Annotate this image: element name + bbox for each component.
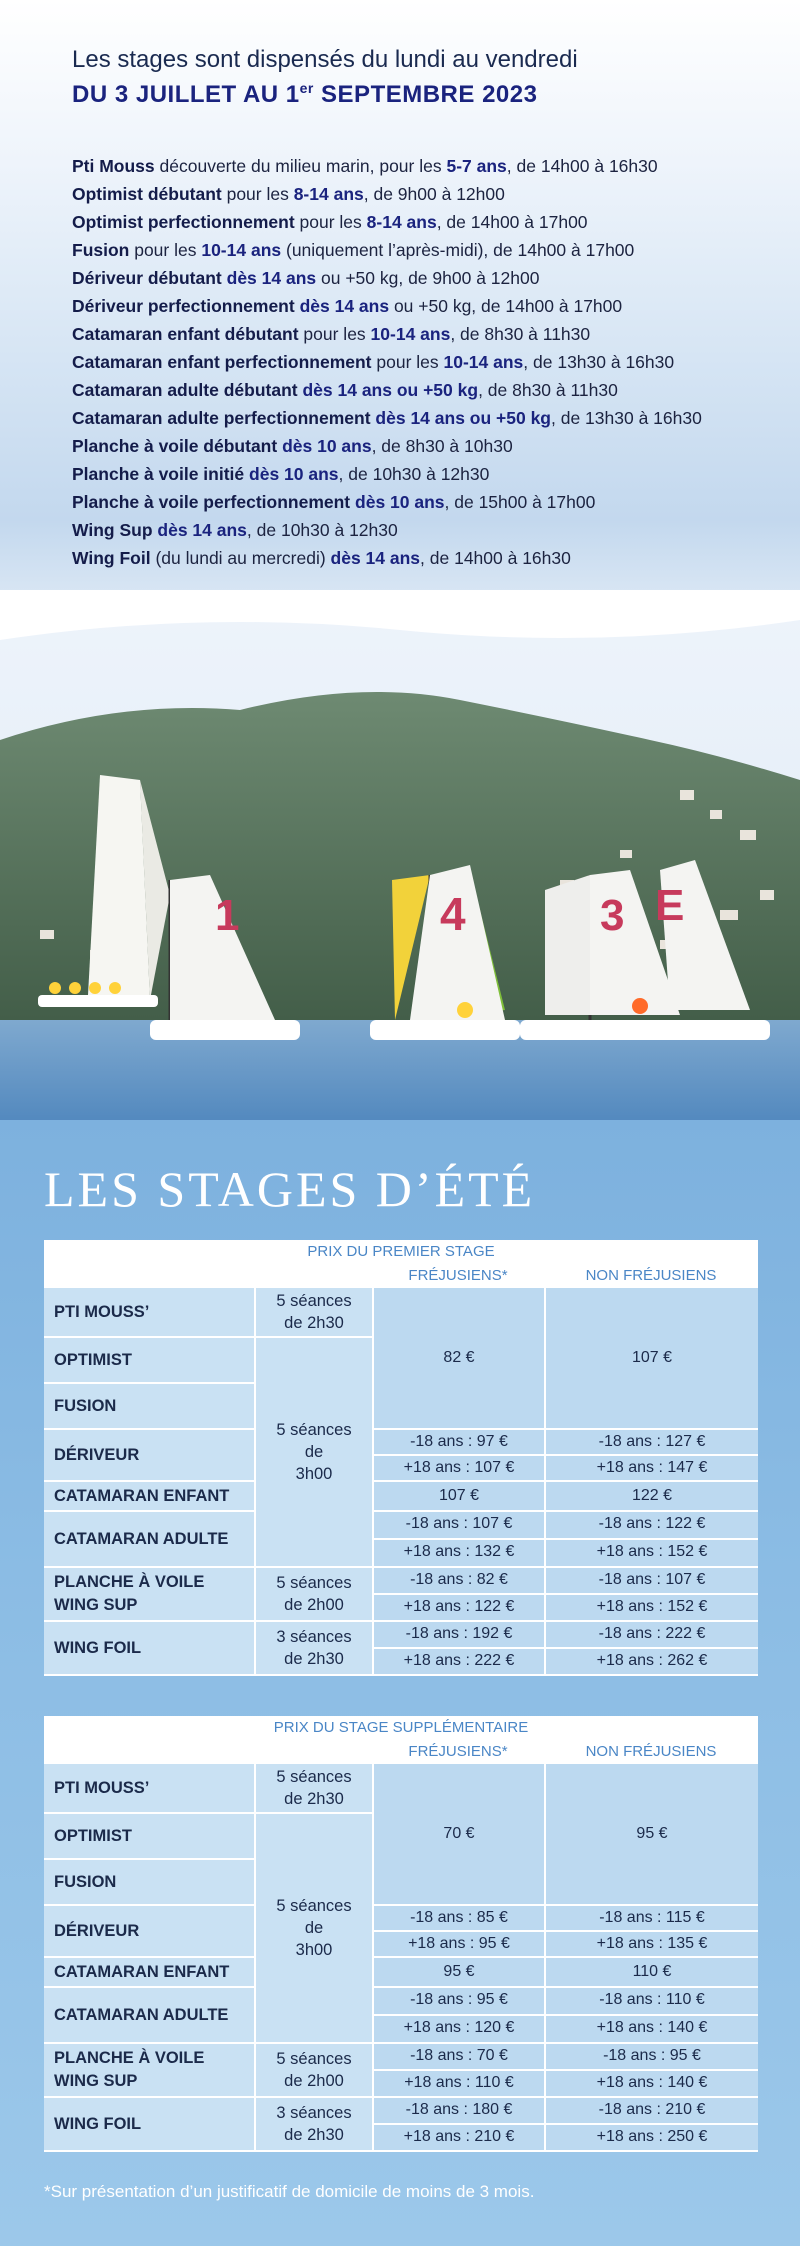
- price-under-18: -18 ans : 95 €: [603, 2047, 701, 2064]
- price-under-18: -18 ans : 210 €: [598, 2101, 706, 2118]
- stage-name: Dériveur perfectionnement: [72, 296, 295, 316]
- price-group1-frejusiens: [372, 1288, 544, 1430]
- price-group1-non-frejusiens: [544, 1764, 758, 1906]
- category-label: CATAMARAN ADULTE: [54, 2005, 229, 2024]
- stage-schedule: , de 14h00 à 16h30: [506, 156, 658, 176]
- category-pti_mouss: [44, 1764, 254, 1814]
- price-planche-wing-sup-non-frejusiens: [544, 2044, 758, 2098]
- sail-number-1: 1: [215, 891, 240, 940]
- price-under-18: -18 ans : 115 €: [599, 1909, 705, 1926]
- stage-name: Optimist perfectionnement: [72, 212, 295, 232]
- price-cata-enfant-frejusiens: [372, 1958, 544, 1988]
- col-non-frejusiens: NON FRÉJUSIENS: [544, 1264, 758, 1288]
- stage-text: pour les: [129, 240, 202, 260]
- stage-name: Pti Mouss: [72, 156, 155, 176]
- category-wing-foil: [44, 1622, 254, 1676]
- price-cata-enfant-non-frejusiens: [544, 1958, 758, 1988]
- stage-schedule: ou +50 kg, de 14h00 à 17h00: [389, 296, 623, 316]
- price-over-18: +18 ans : 107 €: [374, 1454, 544, 1480]
- category-label: PTI MOUSS’: [54, 1778, 150, 1797]
- stage-age: dès 14 ans: [299, 296, 390, 316]
- section-title: LES STAGES D’ÉTÉ: [44, 1161, 536, 1217]
- stage-item: [72, 404, 702, 432]
- category-cata_adulte: [44, 1512, 254, 1568]
- category-pti_mouss: [44, 1288, 254, 1338]
- category-label: WING FOIL: [54, 1638, 142, 1657]
- stage-schedule: , de 10h30 à 12h30: [338, 464, 490, 484]
- stage-schedule: , de 9h00 à 12h00: [363, 184, 505, 204]
- category-cata_enfant: [44, 1958, 254, 1988]
- stage-schedule: (uniquement l’après-midi), de 14h00 à 17h00: [281, 240, 635, 260]
- category-label: CATAMARAN ENFANT: [54, 1486, 230, 1505]
- session-line: 5 séances: [276, 1574, 352, 1592]
- price-under-18: -18 ans : 127 €: [598, 1433, 706, 1450]
- footnote: *Sur présentation d’un justificatif de domicile de moins de 3 mois.: [44, 2182, 535, 2201]
- price-over-18: +18 ans : 120 €: [374, 2014, 544, 2042]
- category-label: OPTIMIST: [54, 1826, 132, 1845]
- stage-schedule: , de 10h30 à 12h30: [246, 520, 398, 540]
- stage-age: dès 14 ans: [330, 548, 421, 568]
- category-label: PLANCHE À VOILE: [54, 1572, 205, 1591]
- sessions-3x2h30: [254, 2098, 372, 2152]
- stage-item: [72, 264, 702, 292]
- price-over-18: +18 ans : 250 €: [546, 2123, 758, 2150]
- price-value: 122 €: [631, 1487, 673, 1504]
- session-line: de 2h30: [284, 1790, 344, 1808]
- price-under-18: -18 ans : 192 €: [405, 1625, 513, 1642]
- session-line: de 2h30: [284, 1650, 344, 1668]
- price-under-18: -18 ans : 122 €: [598, 1515, 706, 1532]
- price-planche-wing-sup-frejusiens: [372, 2044, 544, 2098]
- stage-age: 10-14 ans: [370, 324, 451, 344]
- stage-item: [72, 180, 702, 208]
- price-over-18: +18 ans : 210 €: [374, 2123, 544, 2150]
- price-under-18: -18 ans : 107 €: [598, 1571, 706, 1588]
- session-line: 5 séances: [276, 2050, 352, 2068]
- category-planche-wing-sup: [44, 1568, 254, 1622]
- price-under-18: -18 ans : 180 €: [405, 2101, 513, 2118]
- price-deriveur-frejusiens: [372, 1430, 544, 1482]
- price-cata-enfant-non-frejusiens: [544, 1482, 758, 1512]
- stage-age: dès 14 ans: [157, 520, 247, 540]
- price-cata-adulte-non-frejusiens: [544, 1988, 758, 2044]
- category-label: WING SUP: [54, 1596, 138, 1615]
- stage-age: dès 10 ans: [249, 464, 339, 484]
- stage-text: pour les: [371, 352, 444, 372]
- stage-item: [72, 516, 702, 544]
- price-deriveur-non-frejusiens: [544, 1430, 758, 1482]
- col-frejusiens: FRÉJUSIENS*: [372, 1264, 544, 1288]
- price-over-18: +18 ans : 152 €: [546, 1538, 758, 1566]
- stage-age: dès 14 ans ou +50 kg: [302, 380, 479, 400]
- category-label: DÉRIVEUR: [54, 1445, 140, 1464]
- sail-number-4: E: [655, 881, 685, 930]
- stage-name: Planche à voile initié: [72, 464, 245, 484]
- stage-name: Catamaran adulte débutant: [72, 380, 298, 400]
- price-cata-adulte-frejusiens: [372, 1512, 544, 1568]
- category-deriveur: [44, 1430, 254, 1482]
- stage-schedule: , de 8h30 à 11h30: [478, 380, 618, 400]
- session-line: de: [304, 1919, 324, 1937]
- session-line: 5 séances: [276, 1292, 352, 1310]
- dates-sup: er: [299, 80, 314, 96]
- price-under-18: -18 ans : 82 €: [410, 1571, 508, 1588]
- session-line: 3h00: [295, 1465, 333, 1483]
- category-label: FUSION: [54, 1396, 117, 1415]
- stage-list: [72, 152, 702, 572]
- stage-item: [72, 292, 702, 320]
- price-deriveur-non-frejusiens: [544, 1906, 758, 1958]
- category-fusion: [44, 1384, 254, 1430]
- price-under-18: -18 ans : 107 €: [405, 1515, 513, 1532]
- stage-name: Catamaran adulte perfectionnement: [72, 408, 371, 428]
- session-line: de 2h00: [284, 2072, 344, 2090]
- sail-number-2: 4: [440, 888, 466, 940]
- category-label: WING FOIL: [54, 2114, 142, 2133]
- sessions-5x2h30: [254, 1288, 372, 1338]
- sail-number-3: 3: [600, 891, 625, 940]
- category-label: PTI MOUSS’: [54, 1302, 150, 1321]
- price-over-18: +18 ans : 262 €: [546, 1647, 758, 1674]
- stage-name: Fusion: [72, 240, 130, 260]
- price-group1-frejusiens: [372, 1764, 544, 1906]
- category-label: FUSION: [54, 1872, 117, 1891]
- stage-age: 8-14 ans: [366, 212, 437, 232]
- category-label: OPTIMIST: [54, 1350, 132, 1369]
- category-label: DÉRIVEUR: [54, 1921, 140, 1940]
- intro-section: [0, 0, 800, 650]
- price-cata-enfant-frejusiens: [372, 1482, 544, 1512]
- session-line: de 2h30: [284, 1314, 344, 1332]
- session-line: 5 séances: [276, 1421, 352, 1439]
- sessions-5x2h00: [254, 1568, 372, 1622]
- dates-end: SEPTEMBRE 2023: [313, 81, 538, 108]
- stage-item: [72, 236, 702, 264]
- header-spacer: [44, 1264, 372, 1288]
- category-wing-foil: [44, 2098, 254, 2152]
- session-line: 3 séances: [276, 1628, 352, 1646]
- category-cata_adulte: [44, 1988, 254, 2044]
- stage-schedule: , de 13h30 à 16h30: [523, 352, 675, 372]
- category-cata_enfant: [44, 1482, 254, 1512]
- stage-age: dès 14 ans ou +50 kg: [375, 408, 551, 428]
- category-deriveur: [44, 1906, 254, 1958]
- price-under-18: -18 ans : 85 €: [410, 1909, 508, 1926]
- category-optimist: [44, 1814, 254, 1860]
- stage-name: Wing Sup: [72, 520, 153, 540]
- price-over-18: +18 ans : 147 €: [546, 1454, 758, 1480]
- category-label: WING SUP: [54, 2072, 138, 2091]
- session-line: 3 séances: [276, 2104, 352, 2122]
- stage-schedule: , de 14h00 à 17h00: [436, 212, 588, 232]
- stage-item: [72, 208, 702, 236]
- stage-text: (du lundi au mercredi): [150, 548, 331, 568]
- price-value: 107 €: [438, 1487, 480, 1504]
- price-cata-adulte-frejusiens: [372, 1988, 544, 2044]
- stage-text: pour les: [221, 184, 294, 204]
- price-under-18: -18 ans : 95 €: [410, 1991, 508, 2008]
- stage-name: Catamaran enfant débutant: [72, 324, 299, 344]
- price-under-18: -18 ans : 70 €: [410, 2047, 508, 2064]
- price-planche-wing-sup-frejusiens: [372, 1568, 544, 1622]
- category-fusion: [44, 1860, 254, 1906]
- stage-schedule: ou +50 kg, de 9h00 à 12h00: [316, 268, 540, 288]
- session-line: de: [304, 1443, 324, 1461]
- price-deriveur-frejusiens: [372, 1906, 544, 1958]
- sailing-photo: [0, 590, 800, 1130]
- col-non-frejusiens: NON FRÉJUSIENS: [544, 1740, 758, 1764]
- sessions-5x3h00: [254, 1814, 372, 2044]
- col-frejusiens: FRÉJUSIENS*: [372, 1740, 544, 1764]
- price-value: 70 €: [443, 1825, 475, 1842]
- price-value: 95 €: [636, 1825, 668, 1842]
- price-wing-foil-frejusiens: [372, 1622, 544, 1676]
- price-group1-non-frejusiens: [544, 1288, 758, 1430]
- price-over-18: +18 ans : 140 €: [546, 2014, 758, 2042]
- prices-section: [0, 1120, 800, 2246]
- price-over-18: +18 ans : 222 €: [374, 1647, 544, 1674]
- stage-text: pour les: [294, 212, 367, 232]
- session-line: de 2h00: [284, 1596, 344, 1614]
- price-wing-foil-frejusiens: [372, 2098, 544, 2152]
- price-over-18: +18 ans : 95 €: [374, 1930, 544, 1956]
- category-label: PLANCHE À VOILE: [54, 2048, 205, 2067]
- sessions-5x3h00: [254, 1338, 372, 1568]
- stage-age: dès 14 ans: [226, 268, 317, 288]
- price-over-18: +18 ans : 152 €: [546, 1593, 758, 1620]
- stage-name: Wing Foil: [72, 548, 151, 568]
- stage-age: 8-14 ans: [293, 184, 364, 204]
- price-over-18: +18 ans : 122 €: [374, 1593, 544, 1620]
- price-value: 95 €: [443, 1963, 475, 1980]
- session-line: 3h00: [295, 1941, 333, 1959]
- stage-schedule: , de 15h00 à 17h00: [444, 492, 596, 512]
- price-wing-foil-non-frejusiens: [544, 2098, 758, 2152]
- category-planche-wing-sup: [44, 2044, 254, 2098]
- price-over-18: +18 ans : 140 €: [546, 2069, 758, 2096]
- session-line: de 2h30: [284, 2126, 344, 2144]
- stage-text: pour les: [298, 324, 371, 344]
- price-under-18: -18 ans : 222 €: [598, 1625, 706, 1642]
- table-header: PRIX DU STAGE SUPPLÉMENTAIRE: [44, 1716, 758, 1740]
- price-under-18: -18 ans : 97 €: [410, 1433, 508, 1450]
- stage-schedule: , de 14h00 à 16h30: [420, 548, 571, 568]
- sessions-3x2h30: [254, 1622, 372, 1676]
- price-value: 107 €: [631, 1349, 673, 1366]
- stage-item: [72, 544, 702, 572]
- header-spacer: [44, 1740, 372, 1764]
- stage-age: dès 10 ans: [355, 492, 445, 512]
- price-value: 110 €: [632, 1963, 672, 1980]
- price-over-18: +18 ans : 132 €: [374, 1538, 544, 1566]
- stage-item: [72, 348, 702, 376]
- intro-title: Les stages sont dispensés du lundi au vendredi: [72, 46, 578, 73]
- stage-age: 10-14 ans: [201, 240, 282, 260]
- stage-name: Planche à voile débutant: [72, 436, 278, 456]
- stage-item: [72, 432, 702, 460]
- sessions-5x2h30: [254, 1764, 372, 1814]
- stage-schedule: , de 8h30 à 11h30: [450, 324, 591, 344]
- stage-name: Planche à voile perfectionnement: [72, 492, 351, 512]
- session-line: 5 séances: [276, 1768, 352, 1786]
- session-line: 5 séances: [276, 1897, 352, 1915]
- stage-schedule: , de 13h30 à 16h30: [551, 408, 702, 428]
- stage-item: [72, 488, 702, 516]
- stage-schedule: , de 8h30 à 10h30: [371, 436, 513, 456]
- stage-age: dès 10 ans: [282, 436, 372, 456]
- stage-item: [72, 152, 702, 180]
- stage-text: découverte du milieu marin, pour les: [154, 156, 447, 176]
- stage-age: 5-7 ans: [446, 156, 507, 176]
- stage-item: [72, 320, 702, 348]
- intro-dates: [72, 80, 537, 109]
- price-over-18: +18 ans : 110 €: [374, 2069, 544, 2096]
- stage-name: Dériveur débutant: [72, 268, 222, 288]
- price-cata-adulte-non-frejusiens: [544, 1512, 758, 1568]
- price-over-18: +18 ans : 135 €: [546, 1930, 758, 1956]
- price-wing-foil-non-frejusiens: [544, 1622, 758, 1676]
- category-optimist: [44, 1338, 254, 1384]
- stage-name: Optimist débutant: [72, 184, 222, 204]
- price-value: 82 €: [443, 1349, 475, 1366]
- stage-item: [72, 376, 702, 404]
- price-planche-wing-sup-non-frejusiens: [544, 1568, 758, 1622]
- table-header: PRIX DU PREMIER STAGE: [44, 1240, 758, 1264]
- price-under-18: -18 ans : 110 €: [599, 1991, 705, 2008]
- sessions-5x2h00: [254, 2044, 372, 2098]
- stage-name: Catamaran enfant perfectionnement: [72, 352, 372, 372]
- dates-main: DU 3 JUILLET AU 1: [72, 81, 300, 108]
- stage-age: 10-14 ans: [443, 352, 524, 372]
- category-label: CATAMARAN ENFANT: [54, 1962, 230, 1981]
- category-label: CATAMARAN ADULTE: [54, 1529, 229, 1548]
- stage-item: [72, 460, 702, 488]
